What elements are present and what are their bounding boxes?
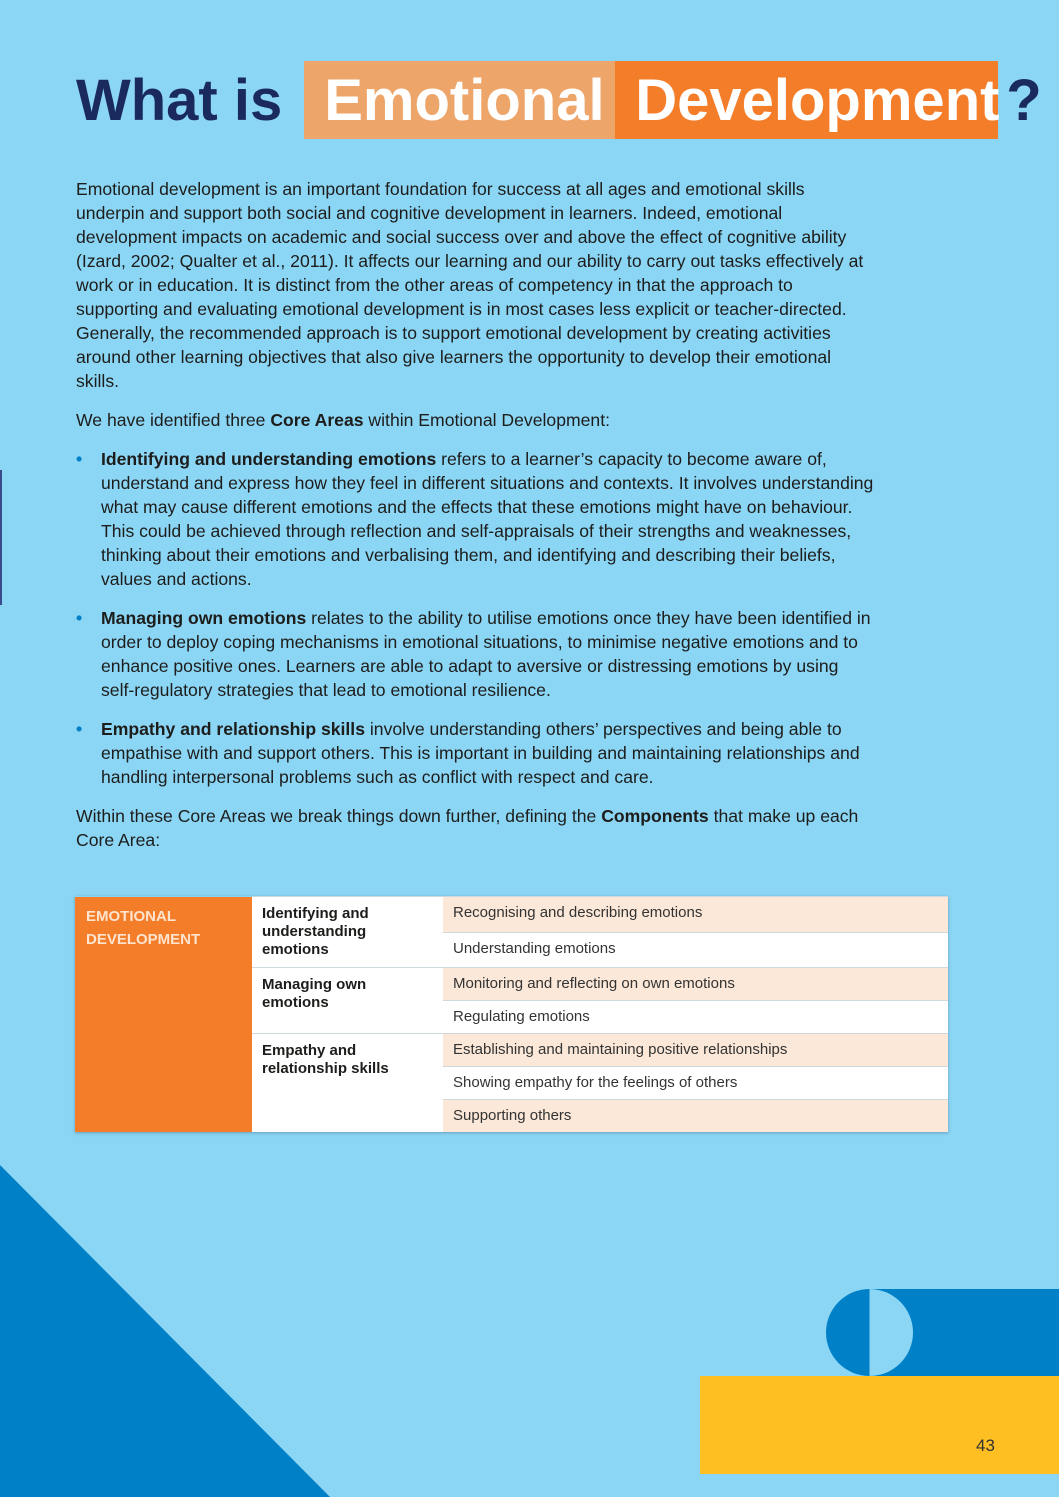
list-item	[76, 447, 876, 591]
core-area: Identifying and understanding emotions	[252, 897, 443, 968]
component: Showing empathy for the feelings of others	[443, 1067, 948, 1100]
text: Within these Core Areas we break things down further, defining the	[76, 806, 602, 826]
text: relates to the ability to utilise emotions once they have been identified in order to deploy coping mechanisms in emotional situations, to minimise negative emotions and to enhance positive ones. Learners are able to adapt to aversive or distressing emotions by using self-regulatory strategies that lead to emotional resilience.	[101, 608, 871, 700]
decorative-yellow-bar	[700, 1376, 1059, 1474]
edge-line	[0, 470, 2, 605]
table-heading: EMOTIONAL DEVELOPMENT	[75, 897, 252, 1133]
body-text	[76, 177, 876, 867]
text: refers to a learner’s capacity to become aware of, understand and express how they feel in different situations and contexts. It involves understanding what may cause different emotions and the effects that these emotions might have on behaviour. This could be achieved through reflection and self-appraisals of their strengths and weaknesses, thinking about their emotions and verbalising them, and identifying and describing their beliefs, values and actions.	[101, 449, 874, 589]
component: Supporting others	[443, 1100, 948, 1133]
core-areas-intro	[76, 408, 876, 432]
decorative-triangle	[0, 1165, 330, 1497]
title-word-emotional: Emotional	[304, 61, 615, 139]
table-row	[75, 897, 948, 933]
page-title	[76, 61, 1042, 139]
bullet-icon: •	[76, 608, 83, 628]
bold-text: Core Areas	[270, 410, 364, 430]
title-prefix: What is	[76, 67, 283, 133]
title-word-development: Development	[615, 61, 998, 139]
bold-text: Components	[601, 806, 709, 826]
bullet-icon: •	[76, 449, 83, 469]
core-area: Managing own emotions	[252, 968, 443, 1034]
component: Understanding emotions	[443, 932, 948, 968]
bullet-icon: •	[76, 719, 83, 739]
text: that make up each Core Area:	[76, 806, 859, 850]
list-item	[76, 606, 876, 702]
components-table	[75, 896, 948, 1132]
component: Establishing and maintaining positive relationships	[443, 1034, 948, 1067]
bold-text: Managing own emotions	[101, 608, 307, 628]
core-area: Empathy and relationship skills	[252, 1034, 443, 1133]
text: involve understanding others’ perspectives and being able to empathise with and support others. This is important in building and maintaining relationships and handling interpersonal problems such as conflict with respect and care.	[101, 719, 860, 787]
bold-text: Identifying and understanding emotions	[101, 449, 437, 469]
component: Monitoring and reflecting on own emotions	[443, 968, 948, 1001]
decorative-half-circle	[826, 1289, 913, 1376]
text: We have identified three	[76, 410, 271, 430]
page-number: 43	[976, 1436, 995, 1455]
component: Regulating emotions	[443, 1001, 948, 1034]
core-areas-list	[76, 447, 876, 789]
components-intro	[76, 804, 876, 852]
list-item	[76, 717, 876, 789]
bold-text: Empathy and relationship skills	[101, 719, 365, 739]
intro-paragraph: Emotional development is an important foundation for success at all ages and emotional skills underpin and support both social and cognitive development in learners. Indeed, emotional development impacts on academic and social success over and above the effect of cognitive ability (Izard, 2002; Qualter et al., 2011). It affects our learning and our ability to carry out tasks effectively at work or in education. It is distinct from the other areas of competency in that the approach to supporting and evaluating emotional development is in most cases less explicit or teacher-directed. Generally, the recommended approach is to support emotional development by creating activities around other learning objectives that also give learners the opportunity to develop their emotional skills.	[76, 179, 864, 391]
title-question-mark: ?	[1006, 67, 1042, 133]
text: within Emotional Development:	[363, 410, 610, 430]
component: Recognising and describing emotions	[443, 897, 948, 933]
